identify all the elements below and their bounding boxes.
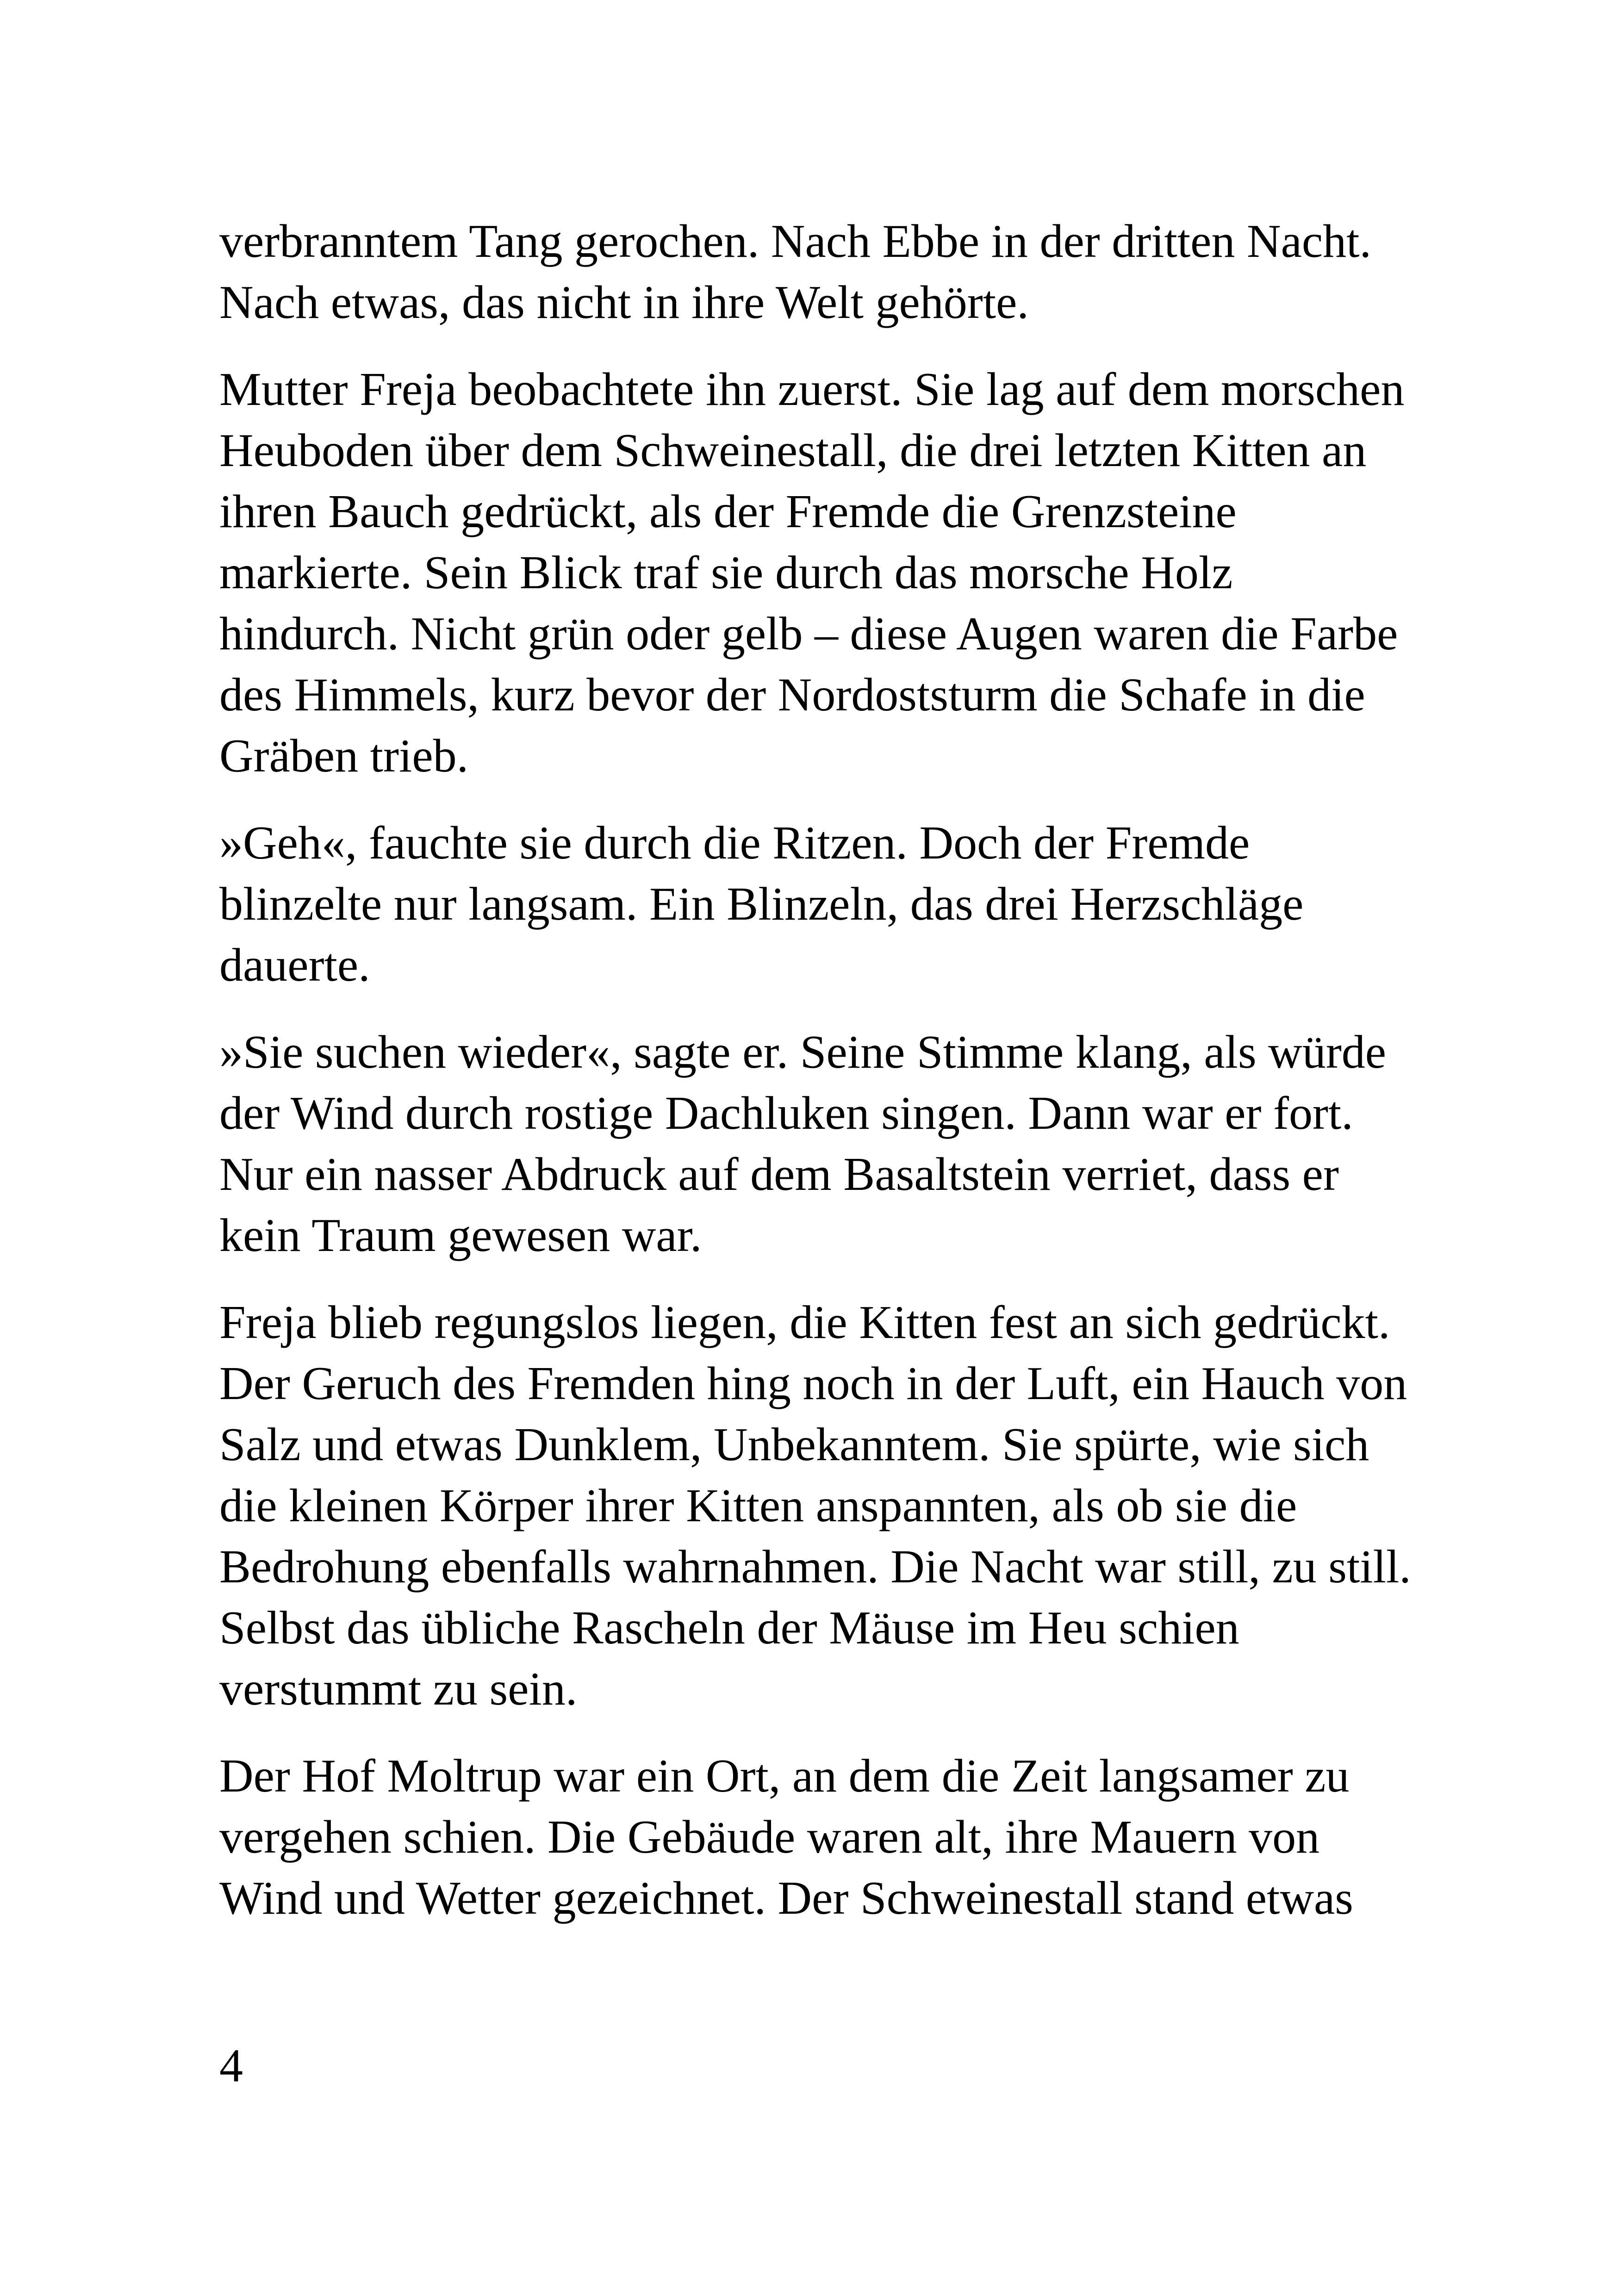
text-line: die kleinen Körper ihrer Kitten anspannten, als ob sie die (219, 1480, 1297, 1532)
text-line: Heuboden über dem Schweinestall, die drei letzten Kitten an (219, 424, 1367, 477)
text-line: Salz und etwas Dunklem, Unbekanntem. Sie spürte, wie sich (219, 1419, 1369, 1471)
paragraph (219, 813, 1404, 996)
text-line: Selbst das übliche Rascheln der Mäuse im Heu schien (219, 1602, 1239, 1654)
text-line: kein Traum gewesen war. (219, 1209, 702, 1262)
text-line: ihren Bauch gedrückt, als der Fremde die Grenzsteine (219, 485, 1237, 538)
text-line: markierte. Sein Blick traf sie durch das morsche Holz (219, 547, 1233, 599)
paragraph (219, 359, 1404, 787)
text-line: Wind und Wetter gezeichnet. Der Schweinestall stand etwas (219, 1872, 1353, 1924)
text-line: verstummt zu sein. (219, 1663, 578, 1715)
text-line: Bedrohung ebenfalls wahrnahmen. Die Nacht war still, zu still. (219, 1541, 1411, 1593)
text-line: dauerte. (219, 939, 370, 991)
text-line: Gräben trieb. (219, 730, 469, 782)
page-number: 4 (219, 2040, 243, 2092)
paragraph (219, 1022, 1404, 1266)
text-line: Nur ein nasser Abdruck auf dem Basaltstein verriet, dass er (219, 1148, 1339, 1201)
text-line: »Geh«, fauchte sie durch die Ritzen. Doch der Fremde (219, 817, 1250, 869)
text-line: »Sie suchen wieder«, sagte er. Seine Stimme klang, als würde (219, 1026, 1387, 1078)
paragraph (219, 211, 1404, 333)
text-line: vergehen schien. Die Gebäude waren alt, ihre Mauern von (219, 1811, 1320, 1863)
text-line: hindurch. Nicht grün oder gelb – diese Augen waren die Farbe (219, 608, 1398, 660)
paragraph (219, 1746, 1404, 1929)
text-line: Mutter Freja beobachtete ihn zuerst. Sie lag auf dem morschen (219, 363, 1405, 416)
text-line: Der Hof Moltrup war ein Ort, an dem die Zeit langsamer zu (219, 1750, 1350, 1802)
text-line: Der Geruch des Fremden hing noch in der Luft, ein Hauch von (219, 1357, 1407, 1410)
text-line: der Wind durch rostige Dachluken singen. Dann war er fort. (219, 1087, 1353, 1139)
paragraph (219, 1292, 1411, 1720)
body-text (219, 211, 1411, 1955)
text-line: blinzelte nur langsam. Ein Blinzeln, das drei Herzschläge (219, 878, 1304, 930)
text-line: Nach etwas, das nicht in ihre Welt gehörte. (219, 276, 1029, 329)
text-line: verbranntem Tang gerochen. Nach Ebbe in der dritten Nacht. (219, 215, 1371, 268)
text-line: Freja blieb regungslos liegen, die Kitten fest an sich gedrückt. (219, 1296, 1390, 1349)
text-line: des Himmels, kurz bevor der Nordoststurm die Schafe in die (219, 669, 1365, 721)
